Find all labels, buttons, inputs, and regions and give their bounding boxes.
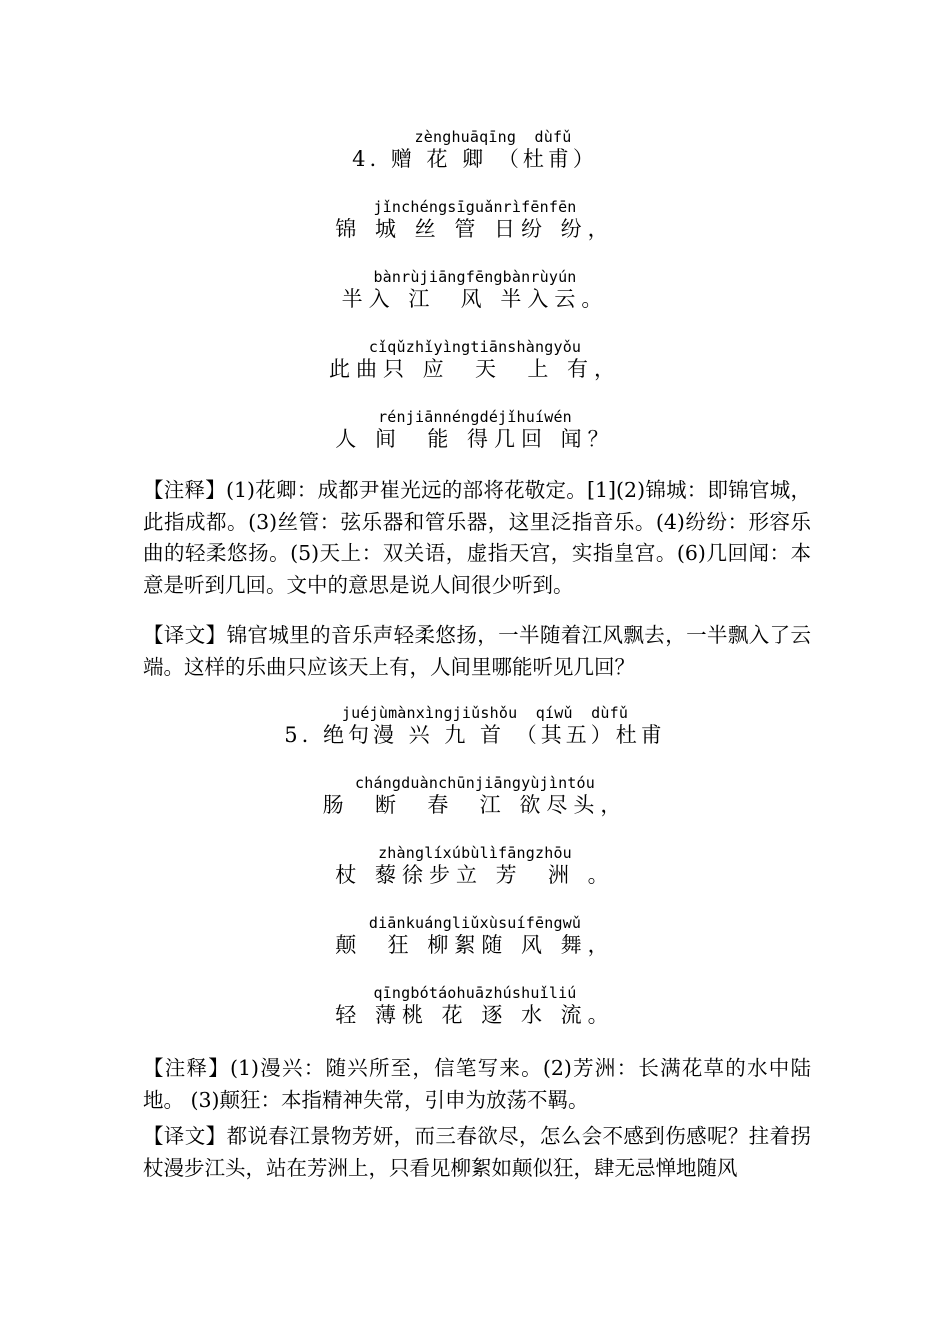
line-text: 半入 江 风 半入云。 bbox=[341, 287, 609, 311]
line-pinyin: rénjiānnéngdéjǐhuíwén bbox=[378, 408, 572, 426]
poem5-line-2 bbox=[0, 844, 950, 888]
translation-label: 【译文】 bbox=[143, 623, 227, 647]
line-text: 锦 城 丝 管 日纷 纷， bbox=[335, 217, 615, 241]
notes-text: (1)花卿：成都尹崔光远的部将花敬定。[1](2)锦城：即锦官城，此指成都。(3)丝管：弦乐器和管乐器，这里泛指音乐。(4)纷纷：形容乐曲的轻柔悠扬。(5)天上：双关语，虚指天宫，实指皇宫。(6)几回闻：本意是听到几回。文中的意思是说人间很少听到。 bbox=[143, 478, 811, 597]
poem5-line-4 bbox=[0, 984, 950, 1028]
line-pinyin: diānkuángliǔxùsuífēngwǔ bbox=[368, 914, 582, 932]
poem4-title-block bbox=[0, 128, 950, 172]
poem4-notes bbox=[143, 475, 811, 601]
translation-label: 【译文】 bbox=[143, 1124, 227, 1148]
line-pinyin: bànrùjiāngfēngbànrùyún bbox=[373, 268, 577, 286]
poem5-line-1 bbox=[0, 774, 950, 818]
line-pinyin: jǐnchéngsīguǎnrìfēnfēn bbox=[373, 198, 577, 216]
translation-text: 锦官城里的音乐声轻柔悠扬，一半随着江风飘去，一半飘入了云端。这样的乐曲只应该天上有，人间里哪能听见几回？ bbox=[143, 623, 812, 679]
notes-label: 【注释】 bbox=[143, 1056, 230, 1080]
translation-text: 都说春江景物芳妍，而三春欲尽，怎么会不感到伤感呢？拄着拐杖漫步江头，站在芳洲上，只看见柳絮如颠似狂，肆无忌惮地随风 bbox=[143, 1124, 812, 1180]
line-pinyin: chángduànchūnjiāngyùjìntóu bbox=[355, 774, 595, 792]
line-text: 此曲只 应 天 上 有， bbox=[328, 357, 622, 381]
poem5-line-3 bbox=[0, 914, 950, 958]
poem4-line-4 bbox=[0, 408, 950, 452]
line-text: 颠 狂 柳絮随 风 舞， bbox=[335, 933, 615, 957]
poem5-notes bbox=[143, 1053, 811, 1116]
line-pinyin: cǐqǔzhǐyìngtiānshàngyǒu bbox=[368, 338, 582, 356]
poem5-translation bbox=[143, 1121, 811, 1184]
poem4-line-2 bbox=[0, 268, 950, 312]
notes-text: (1)漫兴：随兴所至，信笔写来。(2)芳洲：长满花草的水中陆地。 (3)颠狂：本指精神失常，引申为放荡不羁。 bbox=[143, 1056, 812, 1112]
poem4-translation bbox=[143, 620, 811, 683]
line-text: 肠 断 春 江 欲尽头， bbox=[322, 793, 628, 817]
poem4-title-pinyin: zènghuāqīng dùfǔ bbox=[414, 128, 572, 146]
line-pinyin: zhànglíxúbùlìfāngzhōu bbox=[378, 844, 572, 862]
line-text: 轻 薄桃 花 逐 水 流。 bbox=[335, 1003, 615, 1027]
poem5-title-pinyin: juéjùmànxìngjiǔshǒu qíwǔ dùfǔ bbox=[341, 704, 629, 722]
line-text: 杖 藜徐步立 芳 洲 。 bbox=[335, 863, 615, 887]
poem4-title: 4. 赠 花 卿 （杜甫） bbox=[352, 147, 598, 171]
line-pinyin: qīngbótáohuāzhúshuǐliú bbox=[373, 984, 577, 1002]
poem4-line-1 bbox=[0, 198, 950, 242]
poem5-title: 5. 绝句漫 兴 九 首 （其五）杜甫 bbox=[284, 723, 666, 747]
notes-label: 【注释】 bbox=[143, 478, 226, 502]
poem5-title-block bbox=[0, 704, 950, 748]
poem4-line-3 bbox=[0, 338, 950, 382]
line-text: 人 间 能 得几回 闻？ bbox=[335, 427, 615, 451]
